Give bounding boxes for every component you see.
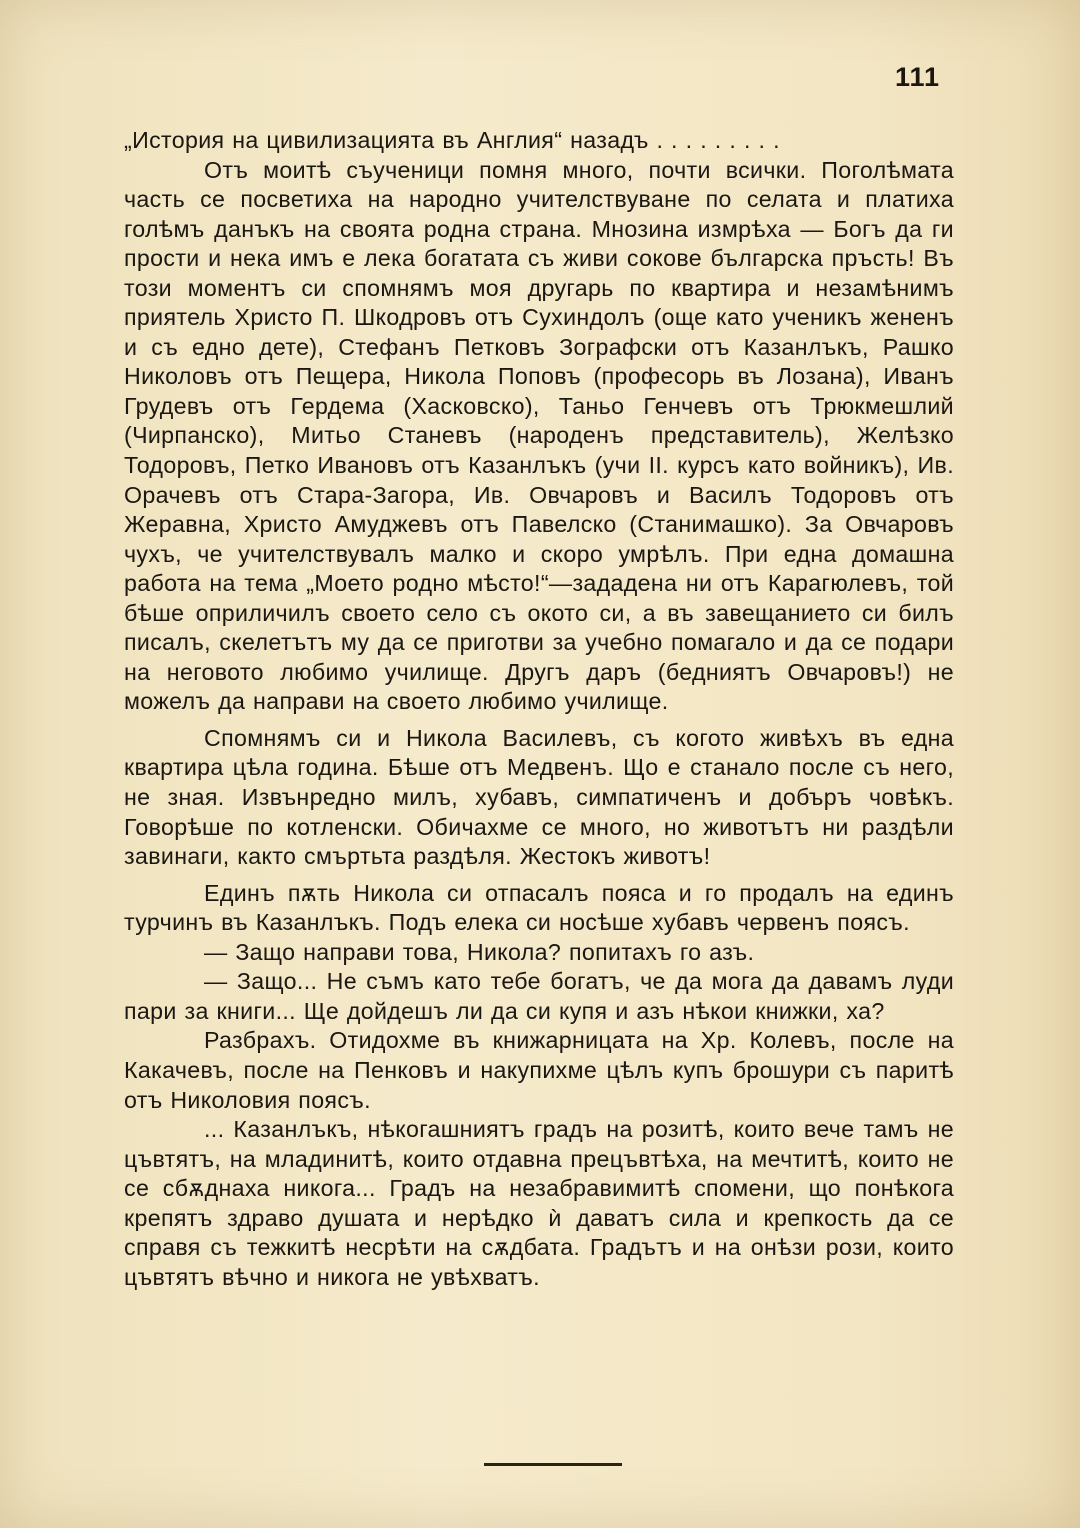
- paragraph-bookshops: Разбрахъ. Отидохме въ книжарницата на Хр. Колевъ, после на Какачевъ, после на Пенковъ и накупихме цѣлъ купъ брошури съ паритѣ отъ Николовия поясъ.: [124, 1027, 954, 1113]
- paragraph-nikola-vasilev: Спомнямъ си и Никола Василевъ, съ когото живѣхъ въ една квартира цѣла година. Бѣше отъ Медвенъ. Що е станало после съ него, не зная. Извънредно милъ, хубавъ, симпатиченъ и добъръ човѣкъ. Говорѣше по котленски. Обичахме се много, но животътъ ни раздѣли завинаги, както смъртьта раздѣля. Жестокъ животъ!: [124, 724, 954, 870]
- paragraph-dialogue-answer: — Защо... Не съмъ като тебе богатъ, че да мога да давамъ луди пари за книги... Ще дойдешъ ли да си купя и азъ нѣкои книжки, ха?: [124, 968, 954, 1024]
- paragraph-classmates: Отъ моитѣ съученици помня много, почти всички. Поголѣмата часть се посветиха на народно учителствуване по селата и платиха голѣмъ данъкъ на своята родна страна. Мнозина измрѣха — Богъ да ги прости и нека имъ е лека богатата съ живи сокове българска пръсть! Въ този моментъ си спомнямъ моя другарь по квартира и незамѣнимъ приятель Христо П. Шкодровъ отъ Сухиндолъ (още като ученикъ жененъ и съ едно дете), Стефанъ Петковъ Зографски отъ Казанлъкъ, Рашко Николовъ отъ Пещера, Никола Поповъ (професорь въ Лозана), Иванъ Грудевъ отъ Гердема (Хасковско), Таньо Генчевъ отъ Трюкмешлий (Чирпанско), Митьо Станевъ (народенъ представитель), Желѣзко Тодоровъ, Петко Ивановъ отъ Казанлъкъ (учи II. курсъ като войникъ), Ив. Орачевъ отъ Стара-Загора, Ив. Овчаровъ и Василъ Тодоровъ отъ Жеравна, Христо Амуджевъ отъ Павелско (Станимашко). За Овчаровъ чухъ, че учителствувалъ малко и скоро умрѣлъ. При една домашна работа на тема „Моето родно мѣсто!“—зададена ни отъ Карагюлевъ, той бѣше оприличилъ своето село съ окото си, а въ завещанието си билъ писалъ, скелетътъ му да се приготви за учебно помагало и да се подари на неговото любимо училище. Другъ даръ (бедниятъ Овчаровъ!) не можелъ да направи на своето любимо училище.: [124, 156, 954, 715]
- paragraph-kazanlak: ... Казанлъкъ, нѣкогашниятъ градъ на розитѣ, които вече тамъ не цъвтятъ, на младинитѣ, които отдавна прецъвтѣха, на мечтитѣ, които не се сбѫднаха никога... Градъ на незабравимитѣ спомени, що понѣкога крепятъ здраво душата и нерѣдко ѝ даватъ сила и крепкость да се справя съ тежкитѣ несрѣти на сѫдбата. Градътъ и на онѣзи рози, които цъвтятъ вѣчно и никога не увѣхватъ.: [124, 1116, 954, 1290]
- body-text: [124, 126, 954, 1292]
- paragraph-belt: Единъ пѫть Никола си отпасалъ пояса и го продалъ на единъ турчинъ въ Казанлъкъ. Подъ елека си носѣше хубавъ червенъ поясъ.: [124, 879, 954, 936]
- paragraph-dialogue-question: — Защо направи това, Никола? попитахъ го азъ.: [204, 938, 755, 965]
- section-end-rule: [484, 1463, 622, 1466]
- page-number: 111: [895, 62, 941, 92]
- paragraph-continuation: „История на цивилизацията въ Англия“ назадъ . . . . . . . . .: [124, 127, 780, 153]
